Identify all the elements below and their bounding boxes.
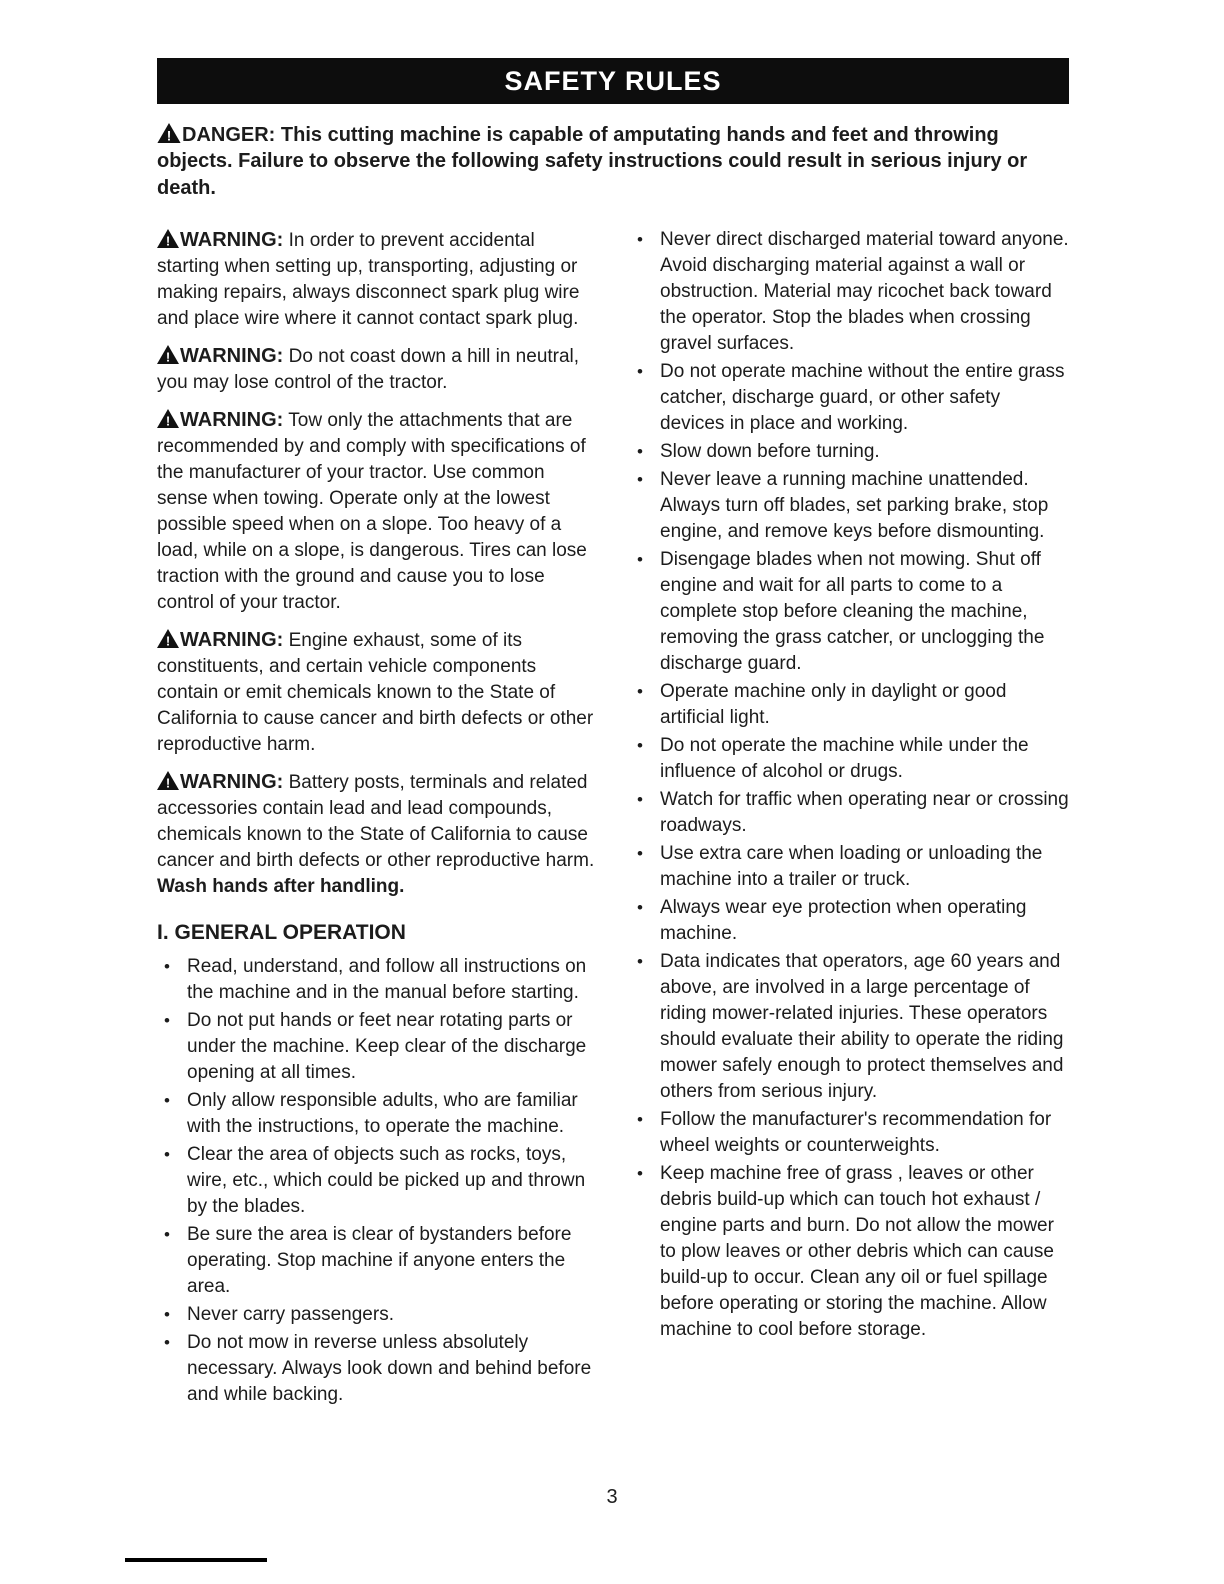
- warning-text: In order to prevent accidental starting when setting up, transporting, adjusting or making repairs, always disconnect spark plug wire and place wire where it cannot contact spark plug.: [157, 230, 580, 330]
- list-item: • Follow the manufacturer's recommendation for wheel weights or counterweights.: [630, 1107, 1069, 1159]
- general-operation-heading: I. GENERAL OPERATION: [157, 921, 406, 945]
- list-item: • Operate machine only in daylight or good artificial light.: [630, 679, 1069, 731]
- list-item: • Do not operate the machine while under the influence of alcohol or drugs.: [630, 733, 1069, 785]
- list-item: • Watch for traffic when operating near or crossing roadways.: [630, 787, 1069, 839]
- list-item: • Do not operate machine without the entire grass catcher, discharge guard, or other safety devices in place and working.: [630, 359, 1069, 437]
- list-item: • Read, understand, and follow all instructions on the machine and in the manual before starting.: [157, 954, 596, 1006]
- list-item: • Keep machine free of grass , leaves or other debris build-up which can touch hot exhaust / engine parts and burn. Do not allow the mower to plow leaves or other debris which can cause build-up to occur. Clean any oil or fuel spillage before operating or storing the machine. Allow machine to cool before storage.: [630, 1161, 1069, 1343]
- list-item: • Do not put hands or feet near rotating parts or under the machine. Keep clear of the discharge opening at all times.: [157, 1008, 596, 1086]
- warning-label: WARNING:: [180, 771, 284, 794]
- list-item: • Slow down before turning.: [630, 439, 1069, 465]
- warning-paragraph: [157, 227, 596, 332]
- warning-paragraph: [157, 769, 596, 900]
- warning-label: WARNING:: [180, 229, 284, 252]
- warning-bold-tail: Wash hands after handling.: [157, 876, 405, 898]
- right-column: [630, 227, 1069, 1410]
- list-item: • Always wear eye protection when operating machine.: [630, 895, 1069, 947]
- danger-triangle-icon: [157, 123, 181, 143]
- left-column: [157, 227, 596, 1410]
- warning-text: Do not coast down a hill in neutral, you may lose control of the tractor.: [157, 346, 580, 394]
- warning-paragraph: [157, 407, 596, 616]
- warning-label: WARNING:: [180, 345, 284, 368]
- section-title: SAFETY RULES: [504, 65, 722, 96]
- list-item: • Never direct discharged material toward anyone. Avoid discharging material against a wall or obstruction. Material may ricochet back toward the operator. Stop the blades when crossing gravel surfaces.: [630, 227, 1069, 357]
- right-column-list: [630, 227, 1069, 1343]
- warning-triangle-icon: [157, 229, 179, 248]
- warning-paragraph: [157, 343, 596, 396]
- warning-paragraph: [157, 627, 596, 758]
- list-item: • Do not mow in reverse unless absolutely necessary. Always look down and behind before and while backing.: [157, 1330, 596, 1408]
- list-item: • Only allow responsible adults, who are familiar with the instructions, to operate the machine.: [157, 1088, 596, 1140]
- list-item: • Data indicates that operators, age 60 years and above, are involved in a large percentage of riding mower-related injuries. These operators should evaluate their ability to operate the riding mower safely enough to protect themselves and others from serious injury.: [630, 949, 1069, 1105]
- list-item: • Never leave a running machine unattended. Always turn off blades, set parking brake, stop engine, and remove keys before dismounting.: [630, 467, 1069, 545]
- list-item: • Disengage blades when not mowing. Shut off engine and wait for all parts to come to a complete stop before cleaning the machine, removing the grass catcher, or unclogging the discharge guard.: [630, 547, 1069, 677]
- warning-text: Battery posts, terminals and related accessories contain lead and lead compounds, chemicals known to the State of California to cause cancer and birth defects or other reproductive harm.: [157, 772, 595, 872]
- bottom-line-mark: [125, 1558, 267, 1562]
- warning-triangle-icon: [157, 409, 179, 428]
- section-header-bar: [157, 58, 1069, 104]
- warning-label: WARNING:: [180, 409, 284, 432]
- warning-label: WARNING:: [180, 629, 284, 652]
- page-number: 3: [606, 1486, 618, 1508]
- warning-triangle-icon: [157, 629, 179, 648]
- general-operation-list: [157, 954, 596, 1408]
- danger-label: DANGER:: [182, 124, 276, 146]
- warning-triangle-icon: [157, 771, 179, 790]
- two-column-body: [157, 227, 1069, 1410]
- warning-text: Tow only the attachments that are recommended by and comply with specifications of the manufacturer of your tractor. Use common sense when towing. Operate only at the lowest possible speed when on a slope. Too heavy of a load, while on a slope, is dangerous. Tires can lose traction with the ground and cause you to lose control of your tractor.: [157, 410, 587, 614]
- list-item: • Use extra care when loading or unloading the machine into a trailer or truck.: [630, 841, 1069, 893]
- list-item: • Never carry passengers.: [157, 1302, 596, 1328]
- list-item: • Be sure the area is clear of bystanders before operating. Stop machine if anyone enters the area.: [157, 1222, 596, 1300]
- danger-paragraph: [157, 122, 1069, 201]
- list-item: • Clear the area of objects such as rocks, toys, wire, etc., which could be picked up and thrown by the blades.: [157, 1142, 596, 1220]
- danger-text: This cutting machine is capable of amputating hands and feet and throwing objects. Failure to observe the following safety instructions could result in serious injury or death.: [157, 124, 1028, 199]
- warning-triangle-icon: [157, 345, 179, 364]
- warning-text: Engine exhaust, some of its constituents, and certain vehicle components contain or emit chemicals known to the State of California to cause cancer and birth defects or other reproductive harm.: [157, 630, 594, 756]
